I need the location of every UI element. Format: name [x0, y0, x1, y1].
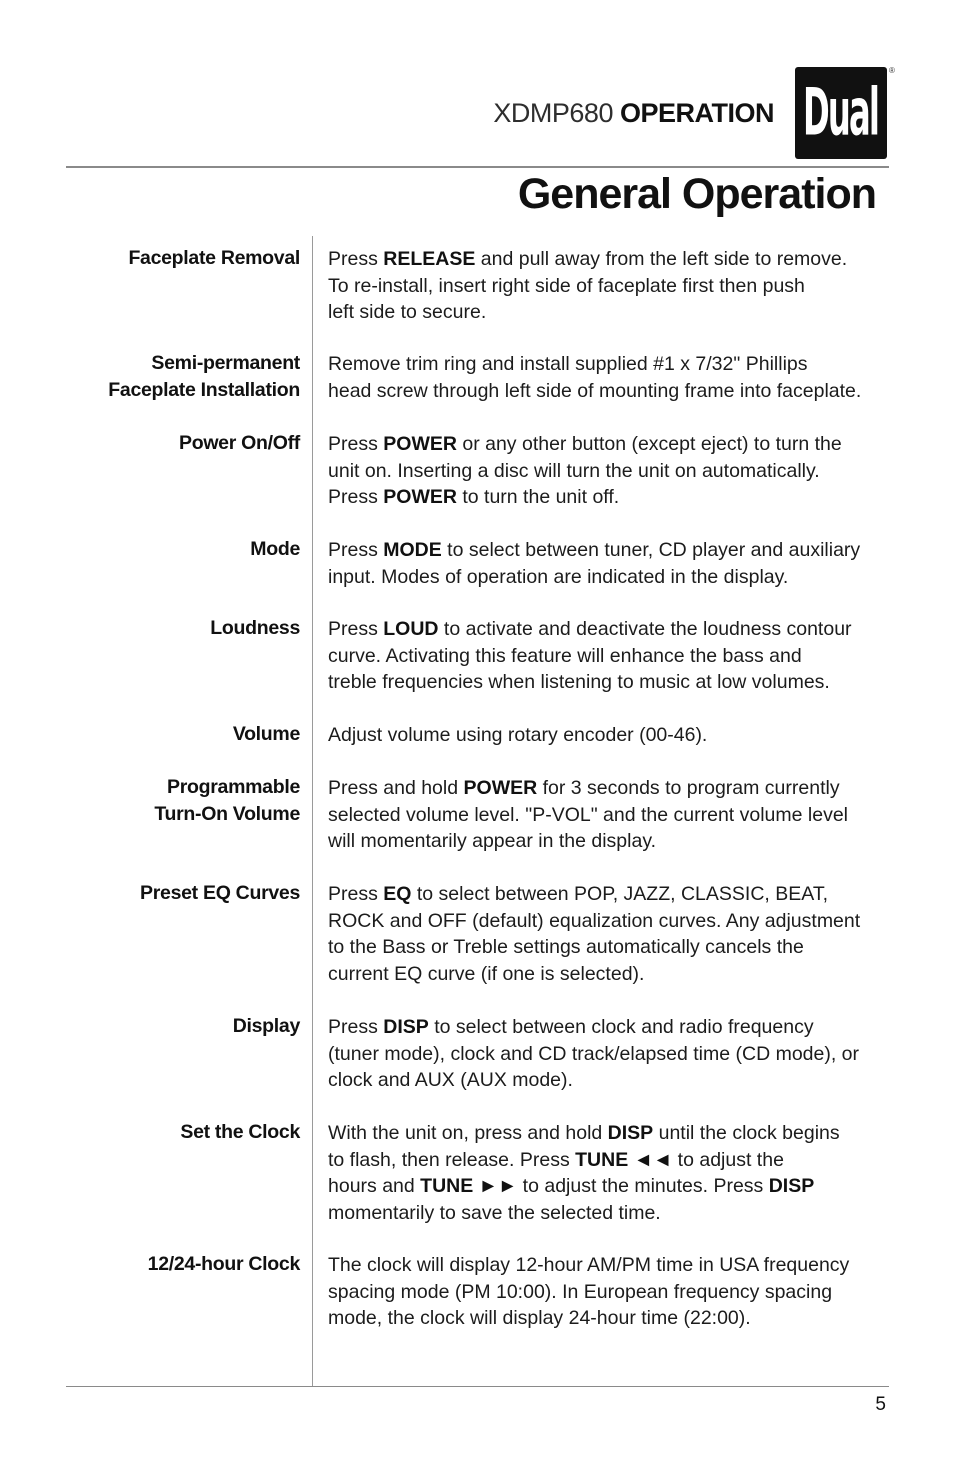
button-name: POWER — [463, 777, 538, 799]
description-text: selected volume level. "P-VOL" and the current volume level — [328, 803, 849, 826]
entry-description — [328, 775, 898, 855]
description-text: for 3 seconds to program currently — [537, 777, 840, 799]
description-text: Press — [328, 883, 384, 905]
entry-label-line: Display — [232, 1015, 300, 1037]
description-text: (tuner mode), clock and CD track/elapsed time (CD mode), or — [328, 1042, 860, 1065]
button-name: DISP — [383, 1016, 429, 1038]
description-text: spacing mode (PM 10:00). In European frequency spacing — [328, 1280, 833, 1303]
entry-label-line: Programmable — [167, 776, 300, 798]
entry-label — [40, 245, 300, 272]
button-name: RELEASE — [383, 248, 476, 270]
description-text: Press — [328, 1016, 384, 1038]
description-text: momentarily to save the selected time. — [328, 1201, 661, 1224]
brand-logo-text: Dual — [803, 75, 879, 151]
description-line — [328, 431, 898, 458]
entry-label-line: Mode — [250, 538, 300, 560]
entry-description — [328, 1014, 898, 1094]
description-text: Press — [328, 539, 384, 561]
page-title: General Operation — [517, 170, 876, 218]
button-name: DISP — [768, 1175, 815, 1198]
description-line — [328, 1252, 898, 1279]
description-text: to select between POP, JAZZ, CLASSIC, BEAT, — [411, 883, 828, 905]
description-text: Remove trim ring and install supplied #1 x 7/32" Phillips — [328, 353, 808, 375]
entry-description — [328, 351, 898, 404]
button-name: DISP — [607, 1122, 654, 1144]
entry-label — [40, 1119, 300, 1146]
entry-description — [328, 1252, 898, 1332]
description-text: Press — [328, 433, 384, 455]
entry-label — [40, 350, 300, 404]
button-name: TUNE ◄◄ — [575, 1148, 673, 1171]
description-text: until the clock begins — [653, 1122, 840, 1144]
button-name: POWER — [383, 433, 457, 455]
header-divider — [66, 166, 889, 168]
description-line — [328, 1279, 898, 1306]
description-text: or any other button (except eject) to turn the — [456, 433, 842, 455]
description-line — [328, 1041, 898, 1068]
description-line — [328, 961, 898, 988]
description-text: to select between clock and radio frequency — [428, 1016, 814, 1038]
description-text: Press and hold — [328, 777, 464, 799]
description-text: The clock will display 12-hour AM/PM time in USA frequency — [328, 1254, 850, 1276]
entry-label — [40, 615, 300, 642]
description-text: Press — [328, 486, 384, 509]
description-line — [328, 1067, 898, 1094]
entry-label-line: Preset EQ Curves — [140, 882, 300, 904]
entry-label — [40, 1251, 300, 1278]
description-line — [328, 934, 898, 961]
button-name: POWER — [383, 486, 457, 509]
description-line — [328, 669, 898, 696]
description-text: hours and — [328, 1175, 421, 1198]
entry-label-line: Faceplate Removal — [128, 247, 300, 269]
description-line — [328, 378, 898, 405]
entry-description — [328, 1120, 898, 1226]
entry-label — [40, 774, 300, 828]
column-divider — [312, 236, 313, 1387]
description-line — [328, 722, 898, 749]
description-text: clock and AUX (AUX mode). — [328, 1069, 573, 1092]
description-line — [328, 537, 898, 564]
description-line — [328, 1305, 898, 1332]
entry-label-line: Turn-On Volume — [154, 803, 300, 825]
description-text: Press — [328, 248, 384, 270]
description-text: Press — [328, 618, 384, 640]
description-line — [328, 881, 898, 908]
description-text: With the unit on, press and hold — [328, 1122, 608, 1144]
description-text: to adjust the minutes. Press — [517, 1175, 769, 1198]
description-line — [328, 1200, 898, 1227]
description-line — [328, 458, 898, 485]
description-text: to the Bass or Treble settings automatically cancels the — [328, 936, 804, 959]
entry-label — [40, 1013, 300, 1040]
description-text: to flash, then release. Press — [328, 1148, 576, 1171]
description-text: to turn the unit off. — [456, 486, 620, 509]
description-line — [328, 908, 898, 935]
model-name: XDMP680 — [493, 98, 613, 128]
entry-label-line: Faceplate Installation — [108, 379, 300, 401]
description-line — [328, 299, 898, 326]
entry-label — [40, 880, 300, 907]
description-line — [328, 643, 898, 670]
description-line — [328, 775, 898, 802]
description-line — [328, 273, 898, 300]
description-text: unit on. Inserting a disc will turn the unit on automatically. — [328, 459, 820, 482]
section-name: OPERATION — [619, 98, 774, 128]
registered-mark: ® — [889, 66, 895, 75]
description-line — [328, 564, 898, 591]
description-line — [328, 246, 898, 273]
entry-label — [40, 721, 300, 748]
description-line — [328, 802, 898, 829]
description-text: to activate and deactivate the loudness contour — [438, 618, 852, 640]
button-name: TUNE ►► — [420, 1175, 518, 1198]
description-text: left side to secure. — [328, 301, 487, 324]
entry-description — [328, 722, 898, 749]
description-line — [328, 484, 898, 511]
description-line — [328, 1120, 898, 1147]
button-name: LOUD — [383, 618, 439, 640]
entry-description — [328, 246, 898, 326]
description-text: curve. Activating this feature will enhance the bass and — [328, 644, 802, 667]
description-text: to adjust the — [672, 1148, 784, 1171]
entry-label-line: 12/24-hour Clock — [147, 1253, 300, 1275]
section-header — [493, 98, 774, 129]
description-text: and pull away from the left side to remove. — [475, 248, 848, 270]
entry-label — [40, 536, 300, 563]
description-text: current EQ curve (if one is selected). — [328, 962, 645, 985]
entry-description — [328, 616, 898, 696]
entry-label-line: Semi-permanent — [151, 352, 300, 374]
description-line — [328, 1147, 898, 1174]
entry-label-line: Volume — [232, 723, 300, 745]
footer-divider — [66, 1386, 889, 1387]
page-number: 5 — [875, 1394, 886, 1415]
description-line — [328, 351, 898, 378]
entry-label-line: Power On/Off — [179, 432, 300, 454]
description-text: input. Modes of operation are indicated in the display. — [328, 565, 789, 588]
entry-description — [328, 881, 898, 987]
description-text: ROCK and OFF (default) equalization curves. Any adjustment — [328, 909, 861, 932]
entry-label-line: Loudness — [210, 617, 300, 639]
description-line — [328, 828, 898, 855]
description-line — [328, 1014, 898, 1041]
entry-description — [328, 431, 898, 511]
description-text: to select between tuner, CD player and auxiliary — [441, 539, 861, 561]
description-text: Adjust volume using rotary encoder (00-46). — [328, 724, 708, 746]
entry-description — [328, 537, 898, 590]
description-text: To re-install, insert right side of faceplate first then push — [328, 274, 805, 297]
description-text: will momentarily appear in the display. — [328, 830, 657, 853]
button-name: MODE — [383, 539, 442, 561]
description-line — [328, 1173, 898, 1200]
description-text: mode, the clock will display 24-hour time (22:00). — [328, 1307, 751, 1330]
entry-label — [40, 430, 300, 457]
button-name: EQ — [383, 883, 412, 905]
description-text: treble frequencies when listening to music at low volumes. — [328, 671, 830, 694]
description-line — [328, 616, 898, 643]
brand-logo — [795, 67, 887, 159]
entry-label-line: Set the Clock — [180, 1121, 300, 1143]
description-text: head screw through left side of mounting frame into faceplate. — [328, 379, 862, 402]
